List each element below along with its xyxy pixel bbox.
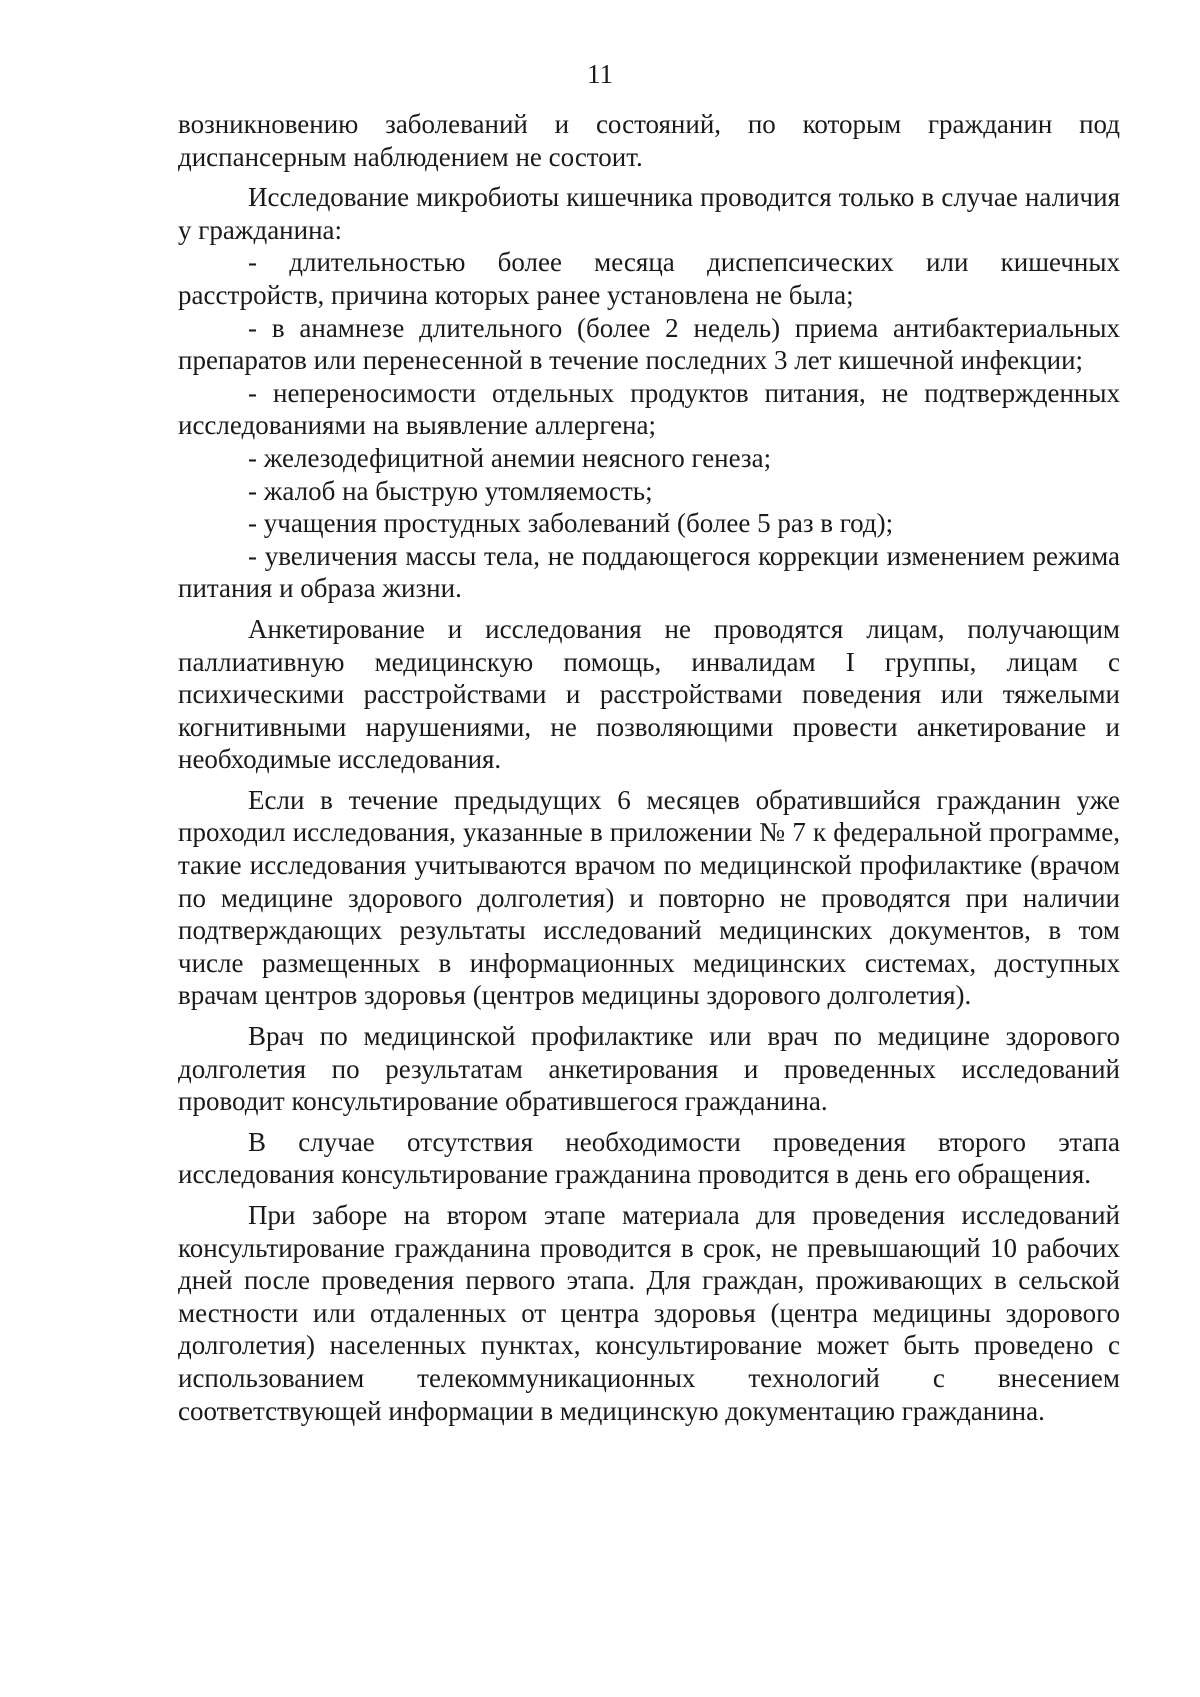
list-item-fatigue: - жалоб на быструю утомляемость;: [248, 475, 653, 506]
paragraph-previous-tests: Если в течение предыдущих 6 месяцев обратившийся гражданин уже проходил исследования, указанные в приложении № 7 к федеральной программе, такие исследования учитываются врачом по медицинской профилактике (врачом по медицине здорового долголетия) и повторно не проводятся при наличии подтверждающих результаты исследований медицинских документов, в том числе размещенных в информационных медицинских системах, доступных врачам центров здоровья (центров медицины здорового долголетия).: [178, 784, 1120, 1011]
list-item-colds: - учащения простудных заболеваний (более 5 раз в год);: [248, 508, 894, 539]
paragraph-consultation: Врач по медицинской профилактике или врач по медицине здорового долголетия по результатам анкетирования и проведенных исследований проводит консультирование обратившегося гражданина.: [178, 1021, 1120, 1117]
paragraph-same-day: В случае отсутствия необходимости проведения второго этапа исследования консультирование гражданина проводится в день его обращения.: [178, 1126, 1120, 1190]
list-item-anemia: - железодефицитной анемии неясного генеза;: [248, 442, 772, 473]
paragraph-second-stage: При заборе на втором этапе материала для проведения исследований консультирование гражданина проводится в срок, не превышающий 10 рабочих дней после проведения первого этапа. Для граждан, проживающих в сельской местности или отдаленных от центра здоровья (центра медицины здорового долголетия) населенных пунктах, консультирование может быть проведено с использованием телекоммуникационных технологий с внесением соответствующей информации в медицинскую документацию гражданина.: [178, 1200, 1120, 1426]
list-item-body-mass: - увеличения массы тела, не поддающегося коррекции изменением режима питания и образа жизни.: [178, 540, 1120, 604]
page-number: 11: [587, 59, 613, 89]
document-body: [178, 108, 1120, 1427]
paragraph-exclusions: Анкетирование и исследования не проводятся лицам, получающим паллиативную медицинскую помощь, инвалидам I группы, лицам с психическими расстройствами и расстройствами поведения или тяжелыми когнитивными нарушениями, не позволяющими провести анкетирование и необходимые исследования.: [178, 613, 1120, 775]
paragraph-microbiota-intro: Исследование микробиоты кишечника проводится только в случае наличия у гражданина:: [178, 182, 1120, 245]
list-item-dyspeptic: - длительностью более месяца диспепсических или кишечных расстройств, причина которых ранее установлена не была;: [178, 247, 1120, 310]
paragraph-continuation: возникновению заболеваний и состояний, по которым гражданин под диспансерным наблюдением не состоит.: [178, 109, 1120, 172]
list-item-food-intolerance: - непереносимости отдельных продуктов питания, не подтвержденных исследованиями на выявление аллергена;: [178, 377, 1120, 441]
list-item-antibacterial: - в анамнезе длительного (более 2 недель) приема антибактериальных препаратов или перенесенной в течение последних 3 лет кишечной инфекции;: [178, 312, 1120, 376]
